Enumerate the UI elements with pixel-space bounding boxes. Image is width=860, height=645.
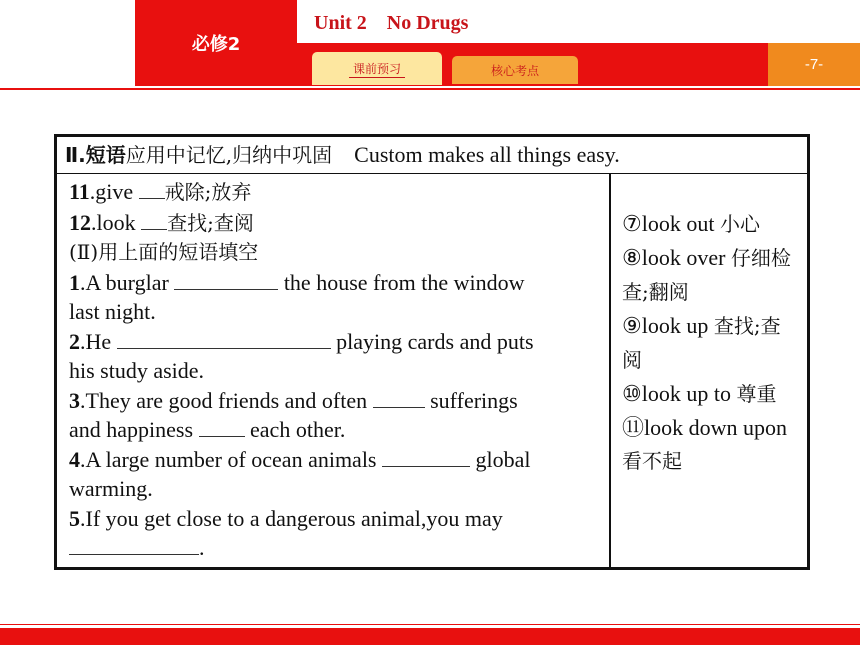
- question-3-line-2: [69, 415, 597, 445]
- answer-blank[interactable]: [174, 271, 278, 290]
- item-number: 11: [69, 179, 90, 204]
- heading-zh-bold: Ⅱ.短语: [65, 143, 126, 167]
- question-text: .He: [80, 328, 117, 354]
- circled-number: ⑨: [622, 313, 642, 338]
- phrase-en: look down upon: [644, 415, 788, 440]
- table-heading: [57, 137, 807, 174]
- question-text: .: [199, 535, 205, 560]
- question-2-line-2: his study aside.: [69, 358, 205, 383]
- tab-key-points-label: 核心考点: [490, 63, 539, 78]
- phrase-table: [54, 134, 810, 570]
- tab-preview-label: 课前预习: [349, 60, 405, 78]
- question-text: playing cards and puts: [330, 328, 534, 354]
- question-number: 5: [69, 505, 80, 531]
- item-12: [69, 208, 597, 239]
- phrase-en: look up to: [641, 381, 737, 406]
- item-number: 12: [69, 209, 91, 235]
- circled-number: ⑪: [622, 415, 645, 440]
- phrase-item: [622, 411, 797, 478]
- phrase-en: look up: [641, 313, 714, 338]
- phrase-zh: 看不起: [622, 449, 682, 473]
- phrase-en: look over: [641, 245, 731, 270]
- question-1-line-2: last night.: [69, 299, 156, 324]
- question-text: each other.: [244, 417, 346, 442]
- answer-blank[interactable]: [117, 330, 331, 349]
- item-meaning: 戒除;放弃: [164, 180, 252, 204]
- question-text: the house from the window: [278, 269, 525, 295]
- question-number: 2: [69, 328, 80, 354]
- question-4: [69, 445, 597, 475]
- question-text: .If you get close to a dangerous animal,you may: [80, 505, 503, 531]
- item-11: [69, 177, 597, 208]
- question-text: .A large number of ocean animals: [80, 446, 382, 472]
- phrase-item: [622, 241, 797, 309]
- circled-number: ⑩: [622, 381, 642, 406]
- header-divider: [0, 88, 860, 90]
- question-4-line-2: warming.: [69, 476, 153, 501]
- item-text: .give: [89, 179, 139, 204]
- question-text: sufferings: [424, 387, 518, 413]
- answer-blank[interactable]: [141, 211, 167, 230]
- phrase-zh: 小心: [719, 212, 760, 236]
- item-meaning: 查找;查阅: [167, 210, 254, 235]
- item-text: .look: [91, 209, 142, 235]
- exercise-column: [69, 177, 597, 563]
- question-5-line-2: [69, 533, 597, 563]
- question-number: 3: [69, 387, 80, 413]
- answer-blank[interactable]: [373, 389, 425, 408]
- circled-number: ⑧: [622, 245, 642, 270]
- heading-en: Custom makes all things easy.: [354, 142, 620, 167]
- phrase-item: [622, 377, 797, 411]
- phrase-en: look out: [641, 211, 720, 236]
- phrase-zh: 仔细检查;翻阅: [622, 246, 791, 304]
- book-label: 必修2: [135, 0, 297, 86]
- question-number: 1: [69, 269, 80, 295]
- heading-zh: [65, 143, 332, 167]
- answer-blank[interactable]: [382, 448, 470, 467]
- phrase-zh: 尊重: [736, 382, 777, 406]
- question-text: global: [470, 446, 531, 472]
- question-2: [69, 327, 597, 357]
- phrase-item: [622, 309, 797, 377]
- unit-title: Unit 2 No Drugs: [314, 12, 469, 34]
- phrase-zh: 查找;查阅: [622, 314, 781, 372]
- question-3: [69, 386, 597, 416]
- question-text: .A burglar: [80, 269, 175, 295]
- footer-divider: [0, 624, 860, 625]
- section-instruction: (Ⅱ)用上面的短语填空: [69, 240, 259, 264]
- answer-blank[interactable]: [199, 418, 245, 437]
- question-number: 4: [69, 446, 80, 472]
- footer-bar: [0, 628, 860, 645]
- phrase-list: [622, 207, 797, 478]
- tab-preview[interactable]: [312, 52, 442, 85]
- circled-number: ⑦: [622, 211, 642, 236]
- question-text: .They are good friends and often: [80, 387, 373, 413]
- heading-zh-rest: 应用中记忆,归纳中巩固: [125, 143, 333, 167]
- phrase-item: [622, 207, 797, 241]
- answer-blank[interactable]: [69, 536, 199, 555]
- question-1: [69, 268, 597, 298]
- answer-blank[interactable]: [139, 180, 165, 199]
- page-number: -7-: [768, 43, 860, 86]
- tab-key-points[interactable]: [452, 56, 578, 84]
- question-text: and happiness: [69, 417, 199, 442]
- question-5: [69, 504, 597, 534]
- column-divider: [609, 173, 611, 567]
